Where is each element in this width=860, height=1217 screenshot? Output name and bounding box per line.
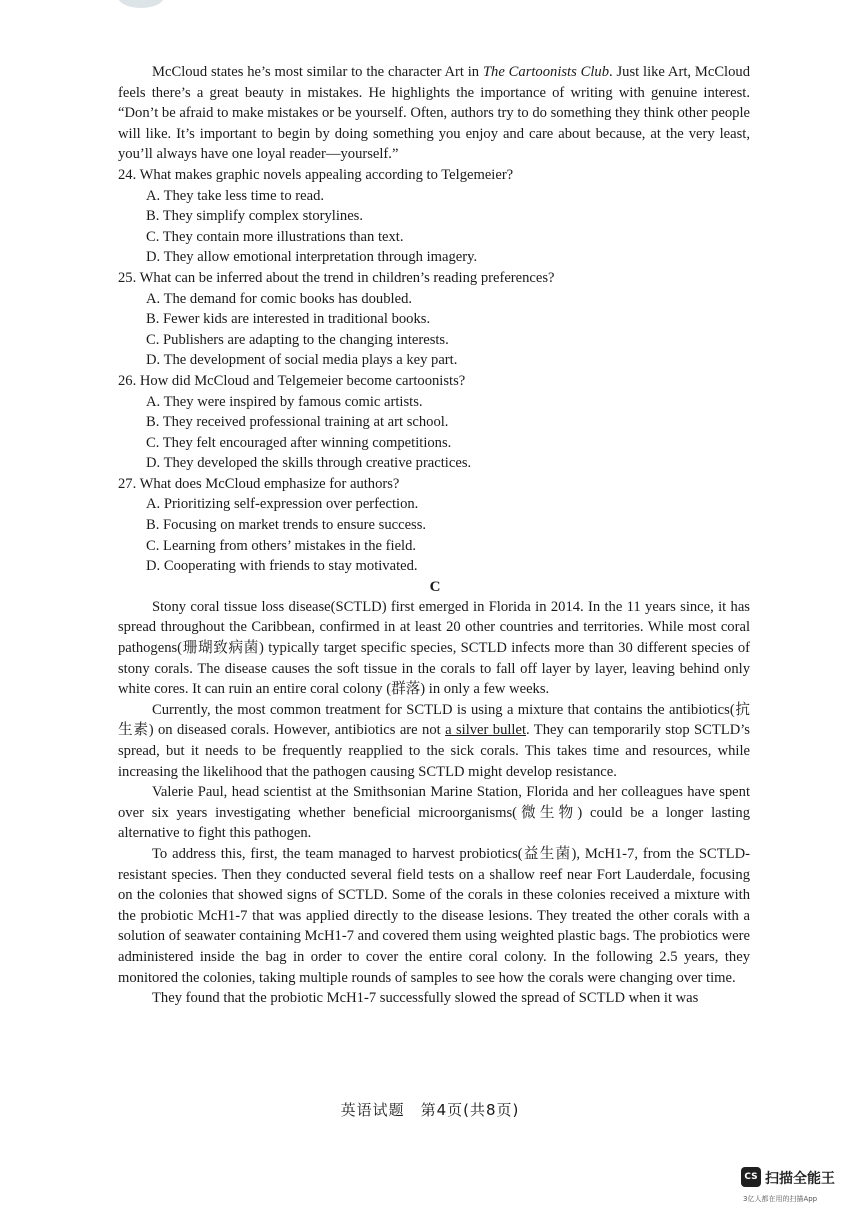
- paragraph-text: . Just like Art, McCloud feels there’s a great beauty in mistakes. He highlights the importance of writing with genuine interest. “Don’t be afraid to make mistakes or be yourself. Often, authors try to do something they think other people will like. It’s important to begin by doing something you enjoy and care about because, at the very least, you’ll always have one loyal reader—yourself.”: [118, 64, 750, 163]
- question-stem: 24. What makes graphic novels appealing according to Telgemeier?: [118, 166, 514, 183]
- option-c: C. They contain more illustrations than text.: [146, 228, 404, 245]
- page-footer: 英语试题 第4页(共8页): [340, 1101, 520, 1119]
- option-c: C. Learning from others’ mistakes in the field.: [146, 537, 417, 554]
- option-b: B. They simplify complex storylines.: [146, 208, 363, 225]
- passage-c-paragraph-4: To address this, first, the team managed to harvest probiotics(益生菌), McH1-7, from the SCTLD-resistant species. Then they conducted several field tests on a shallow reef near Fort Lauderdale, focusing on the colonies that showed signs of SCTLD. Some of the corals in these colonies received a mixture with the probiotic McH1-7 that was applied directly to the disease lesions. They treated the other corals with a solution of seawater containing McH1-7 and covered them using weighted plastic bags. The probiotics were administered inside the bag in order to cover the entire coral colony. In the following 2.5 years, they monitored the colonies, taking multiple rounds of samples to see how the corals were changing over time.: [118, 845, 750, 986]
- option-a: A. The demand for comic books has doubled.: [146, 290, 413, 307]
- option-b: B. Focusing on market trends to ensure success.: [146, 517, 427, 534]
- underlined-phrase: a silver bullet: [445, 722, 527, 739]
- question-stem: 27. What does McCloud emphasize for authors?: [118, 475, 400, 492]
- option-d: D. Cooperating with friends to stay motivated.: [146, 558, 418, 575]
- passage-c-paragraph-2: [118, 700, 750, 782]
- scanner-tagline: 3亿人都在用的扫描App: [743, 1195, 818, 1203]
- section-heading-c: C: [429, 578, 441, 595]
- book-title: The Cartoonists Club: [482, 64, 609, 80]
- passage-c-paragraph-3: Valerie Paul, head scientist at the Smithsonian Marine Station, Florida and her colleagues have spent over six years investigating whether beneficial microorganisms(微生物) could be a longer lasting alternative to fight this pathogen.: [118, 784, 750, 842]
- passage-c-paragraph-1: Stony coral tissue loss disease(SCTLD) first emerged in Florida in 2014. In the 11 years since, it has spread throughout the Caribbean, confirmed in at least 20 other countries and territories. While most coral pathogens(珊瑚致病菌) typically target specific species, SCTLD infects more than 30 different species of stony corals. The disease causes the soft tissue in the corals to fall off layer by layer, leaving behind only white cores. It can ruin an entire coral colony (群落) in only a few weeks.: [118, 598, 750, 698]
- option-b: B. Fewer kids are interested in traditional books.: [146, 311, 431, 328]
- passage-c-paragraph-5: They found that the probiotic McH1-7 successfully slowed the spread of SCTLD when it was: [152, 990, 699, 1007]
- option-a: A. They were inspired by famous comic artists.: [146, 393, 423, 410]
- option-b: B. They received professional training at art school.: [146, 414, 449, 431]
- option-c: C. Publishers are adapting to the changing interests.: [146, 331, 449, 348]
- question-25: [0, 268, 860, 371]
- question-stem: 25. What can be inferred about the trend in children’s reading preferences?: [118, 269, 555, 286]
- option-a: A. They take less time to read.: [146, 187, 325, 204]
- paragraph-text: Currently, the most common treatment for SCTLD is using a mixture that contains the antibiotics(抗生素) on diseased corals. However, antibiotics are not: [118, 701, 750, 739]
- scanner-app-name: 扫描全能王: [765, 1171, 835, 1187]
- scanner-watermark: [741, 1167, 851, 1207]
- question-26: [0, 371, 860, 474]
- option-d: D. The development of social media plays a key part.: [146, 352, 458, 369]
- passage-b-final-paragraph: [118, 62, 750, 165]
- option-d: D. They developed the skills through creative practices.: [146, 455, 472, 472]
- option-d: D. They allow emotional interpretation through imagery.: [146, 249, 478, 266]
- camscanner-logo-icon: CS: [741, 1167, 761, 1187]
- option-a: A. Prioritizing self-expression over perfection.: [146, 496, 419, 513]
- question-24: [0, 165, 860, 268]
- scan-corner-mark: [118, 0, 164, 8]
- question-stem: 26. How did McCloud and Telgemeier become cartoonists?: [118, 372, 466, 389]
- paragraph-text: . They can temporarily stop SCTLD’s spread, but it needs to be frequently reapplied to the sick corals. This takes time and resources, while increasing the likelihood that the pathogen causing SCTLD might develop resistance.: [118, 722, 750, 780]
- paragraph-text: McCloud states he’s most similar to the character Art in: [152, 64, 483, 80]
- exam-page: [0, 62, 860, 1009]
- option-c: C. They felt encouraged after winning competitions.: [146, 434, 452, 451]
- question-27: [0, 474, 860, 577]
